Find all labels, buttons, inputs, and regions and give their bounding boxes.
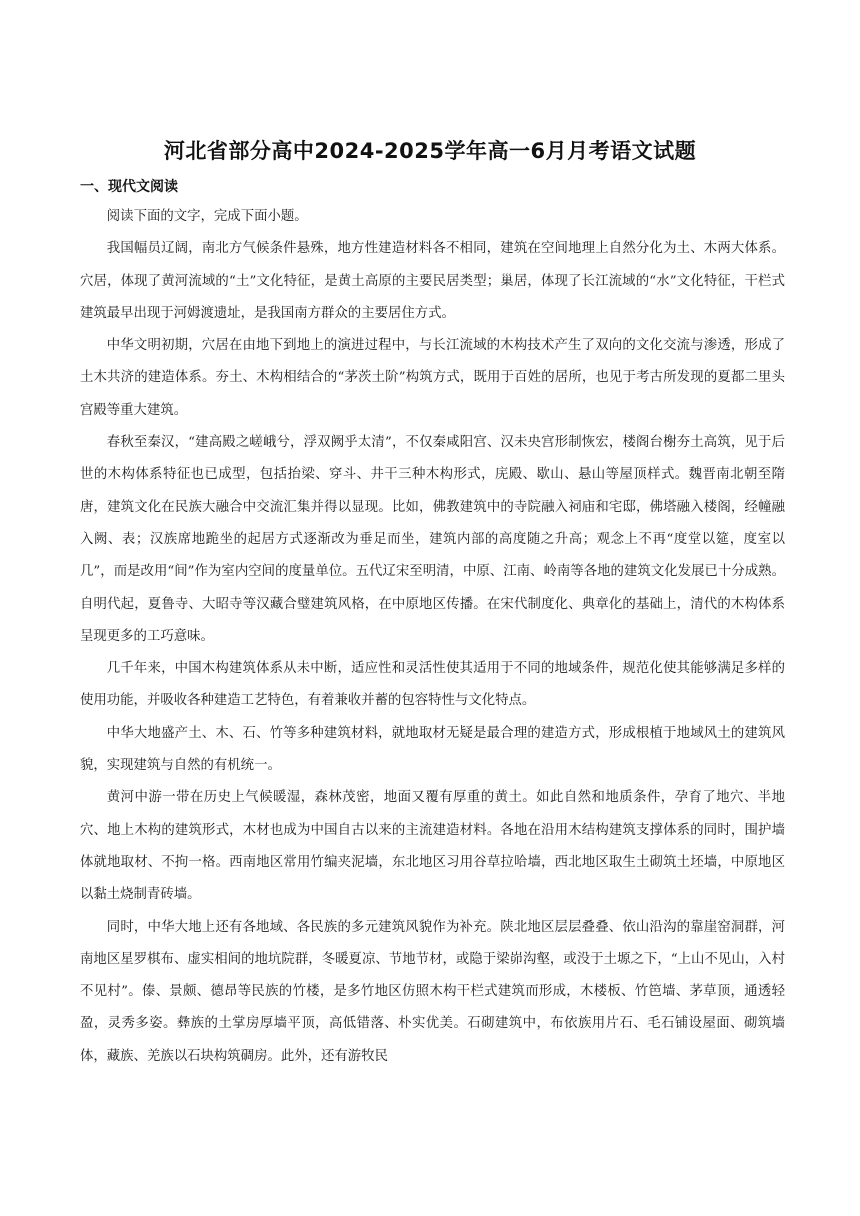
body-paragraph: 中华文明初期，穴居在由地下到地上的演进过程中，与长江流域的木构技术产生了双向的文化交流与渗透，形成了土木共济的建造体系。夯土、木构相结合的“茅茨土阶”构筑方式，既用于百姓的居所，也见于考古所发现的夏都二里头宫殿等重大建筑。 <box>80 338 785 418</box>
body-paragraph: 同时，中华大地上还有各地域、各民族的多元建筑风貌作为补充。陕北地区层层叠叠、依山沿沟的靠崖窑洞群，河南地区星罗棋布、虚实相间的地坑院群，冬暖夏凉、节地节材，或隐于梁峁沟壑，或没于土塬之下，“上山不见山，入村不见村”。傣、景颇、德昂等民族的竹楼，是多竹地区仿照木构干栏式建筑而形成，木楼板、竹笆墙、茅草顶，通透轻盈，灵秀多姿。彝族的土掌房厚墙平顶，高低错落、朴实优美。石砌建筑中，布依族用片石、毛石铺设屋面、砌筑墙体，藏族、羌族以石块构筑碉房。此外，还有游牧民 <box>80 919 785 1064</box>
body-paragraph: 我国幅员辽阔，南北方气候条件悬殊，地方性建造材料各不相同，建筑在空间地理上自然分化为土、木两大体系。穴居，体现了黄河流域的“土”文化特征，是黄土高原的主要民居类型；巢居，体现了长江流域的“水”文化特征，干栏式建筑最早出现于河姆渡遗址，是我国南方群众的主要居住方式。 <box>80 241 785 321</box>
body-paragraph: 几千年来，中国木构建筑体系从未中断，适应性和灵活性使其适用于不同的地域条件，规范化使其能够满足多样的使用功能，并吸收各种建造工艺特色，有着兼收并蓄的包容特性与文化特点。 <box>80 661 785 709</box>
section-heading: 一、现代文阅读 <box>80 179 178 195</box>
document-title: 河北省部分高中2024-2025学年高一6月月考语文试题 <box>163 139 697 163</box>
instruction-paragraph: 阅读下面的文字，完成下面小题。 <box>106 209 308 224</box>
document-body <box>80 201 785 1073</box>
body-paragraph: 春秋至秦汉，“建高殿之嵯峨兮，浮双阙乎太清”，不仅秦咸阳宫、汉未央宫形制恢宏，楼阁台榭夯土高筑，见于后世的木构体系特征也已成型，包括抬梁、穿斗、井干三种木构形式，庑殿、歇山、悬山等屋顶样式。魏晋南北朝至隋唐，建筑文化在民族大融合中交流汇集并得以显现。比如，佛教建筑中的寺院融入祠庙和宅邸，佛塔融入楼阁，经幢融入阙、表；汉族席地跪坐的起居方式逐渐改为垂足而坐，建筑内部的高度随之升高；观念上不再“度堂以筵，度室以几”，而是改用“间”作为室内空间的度量单位。五代辽宋至明清，中原、江南、岭南等各地的建筑文化发展已十分成熟。自明代起，夏鲁寺、大昭寺等汉藏合璧建筑风格，在中原地区传播。在宋代制度化、典章化的基础上，清代的木构体系呈现更多的工巧意味。 <box>80 435 785 644</box>
body-paragraph: 黄河中游一带在历史上气候暖湿，森林茂密，地面又覆有厚重的黄土。如此自然和地质条件，孕育了地穴、半地穴、地上木构的建筑形式，木材也成为中国自古以来的主流建造材料。各地在沿用木结构建筑支撑体系的同时，围护墙体就地取材、不拘一格。西南地区常用竹编夹泥墙，东北地区习用谷草拉哈墙，西北地区取生土砌筑土坯墙，中原地区以黏土烧制青砖墙。 <box>80 790 785 903</box>
body-paragraph: 中华大地盛产土、木、石、竹等多种建筑材料，就地取材无疑是最合理的建造方式，形成根植于地域风土的建筑风貌，实现建筑与自然的有机统一。 <box>80 725 785 774</box>
